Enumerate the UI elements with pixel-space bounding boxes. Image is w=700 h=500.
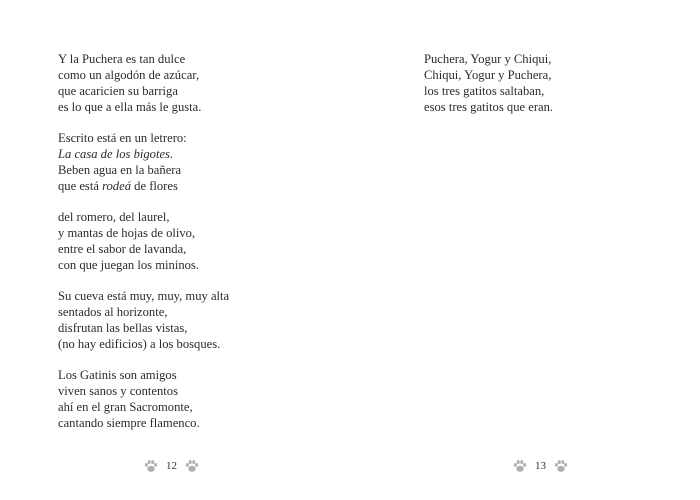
verse-line: Escrito está en un letrero: (58, 131, 187, 145)
verse-line: Beben agua en la bañera (58, 163, 182, 177)
page-footer (143, 457, 200, 475)
stanza (58, 367, 200, 431)
verse-italic-word: rodeá (102, 179, 131, 193)
verse-line: sentados al horizonte, (58, 305, 168, 319)
verse-fragment: de flores (134, 179, 178, 193)
verse-line: ahí en el gran Sacromonte, (58, 400, 193, 414)
verse-line: es lo que a ella más le gusta. (58, 100, 202, 114)
verse-line: (no hay edificios) a los bosques. (58, 337, 221, 351)
verse-line: Los Gatinis son amigos (58, 368, 177, 382)
verse-line: cantando siempre flamenco. (58, 416, 200, 430)
verse-line (58, 178, 187, 194)
verse-line: disfrutan las bellas vistas, (58, 321, 188, 335)
verse-line: Puchera, Yogur y Chiqui, (424, 52, 552, 66)
verse-line: del romero, del laurel, (58, 210, 170, 224)
verse-line-italic-title: La casa de los bigotes. (58, 147, 174, 161)
verse-line: viven sanos y contentos (58, 384, 178, 398)
stanza (424, 51, 553, 115)
stanza (58, 209, 199, 273)
page-footer (512, 457, 569, 475)
paw-print-icon (143, 458, 159, 474)
verse-line: Chiqui, Yogur y Puchera, (424, 68, 552, 82)
verse-line: entre el sabor de lavanda, (58, 242, 187, 256)
verse-line: como un algodón de azúcar, (58, 68, 200, 82)
stanza (58, 51, 201, 115)
stanza (58, 130, 187, 194)
verse-line: los tres gatitos saltaban, (424, 84, 545, 98)
verse-line: Su cueva está muy, muy, muy alta (58, 289, 230, 303)
verse-line: esos tres gatitos que eran. (424, 100, 554, 114)
verse-line: que acaricien su barriga (58, 84, 178, 98)
verse-line: y mantas de hojas de olivo, (58, 226, 196, 240)
verse-fragment: que está (58, 179, 99, 193)
page-number: 12 (166, 460, 177, 472)
verse-line: Y la Puchera es tan dulce (58, 52, 186, 66)
stanza (58, 288, 229, 352)
verse-line: con que juegan los mininos. (58, 258, 199, 272)
page-number: 13 (535, 460, 546, 472)
paw-print-icon (184, 458, 200, 474)
right-page (350, 0, 700, 500)
paw-print-icon (512, 458, 528, 474)
paw-print-icon (553, 458, 569, 474)
